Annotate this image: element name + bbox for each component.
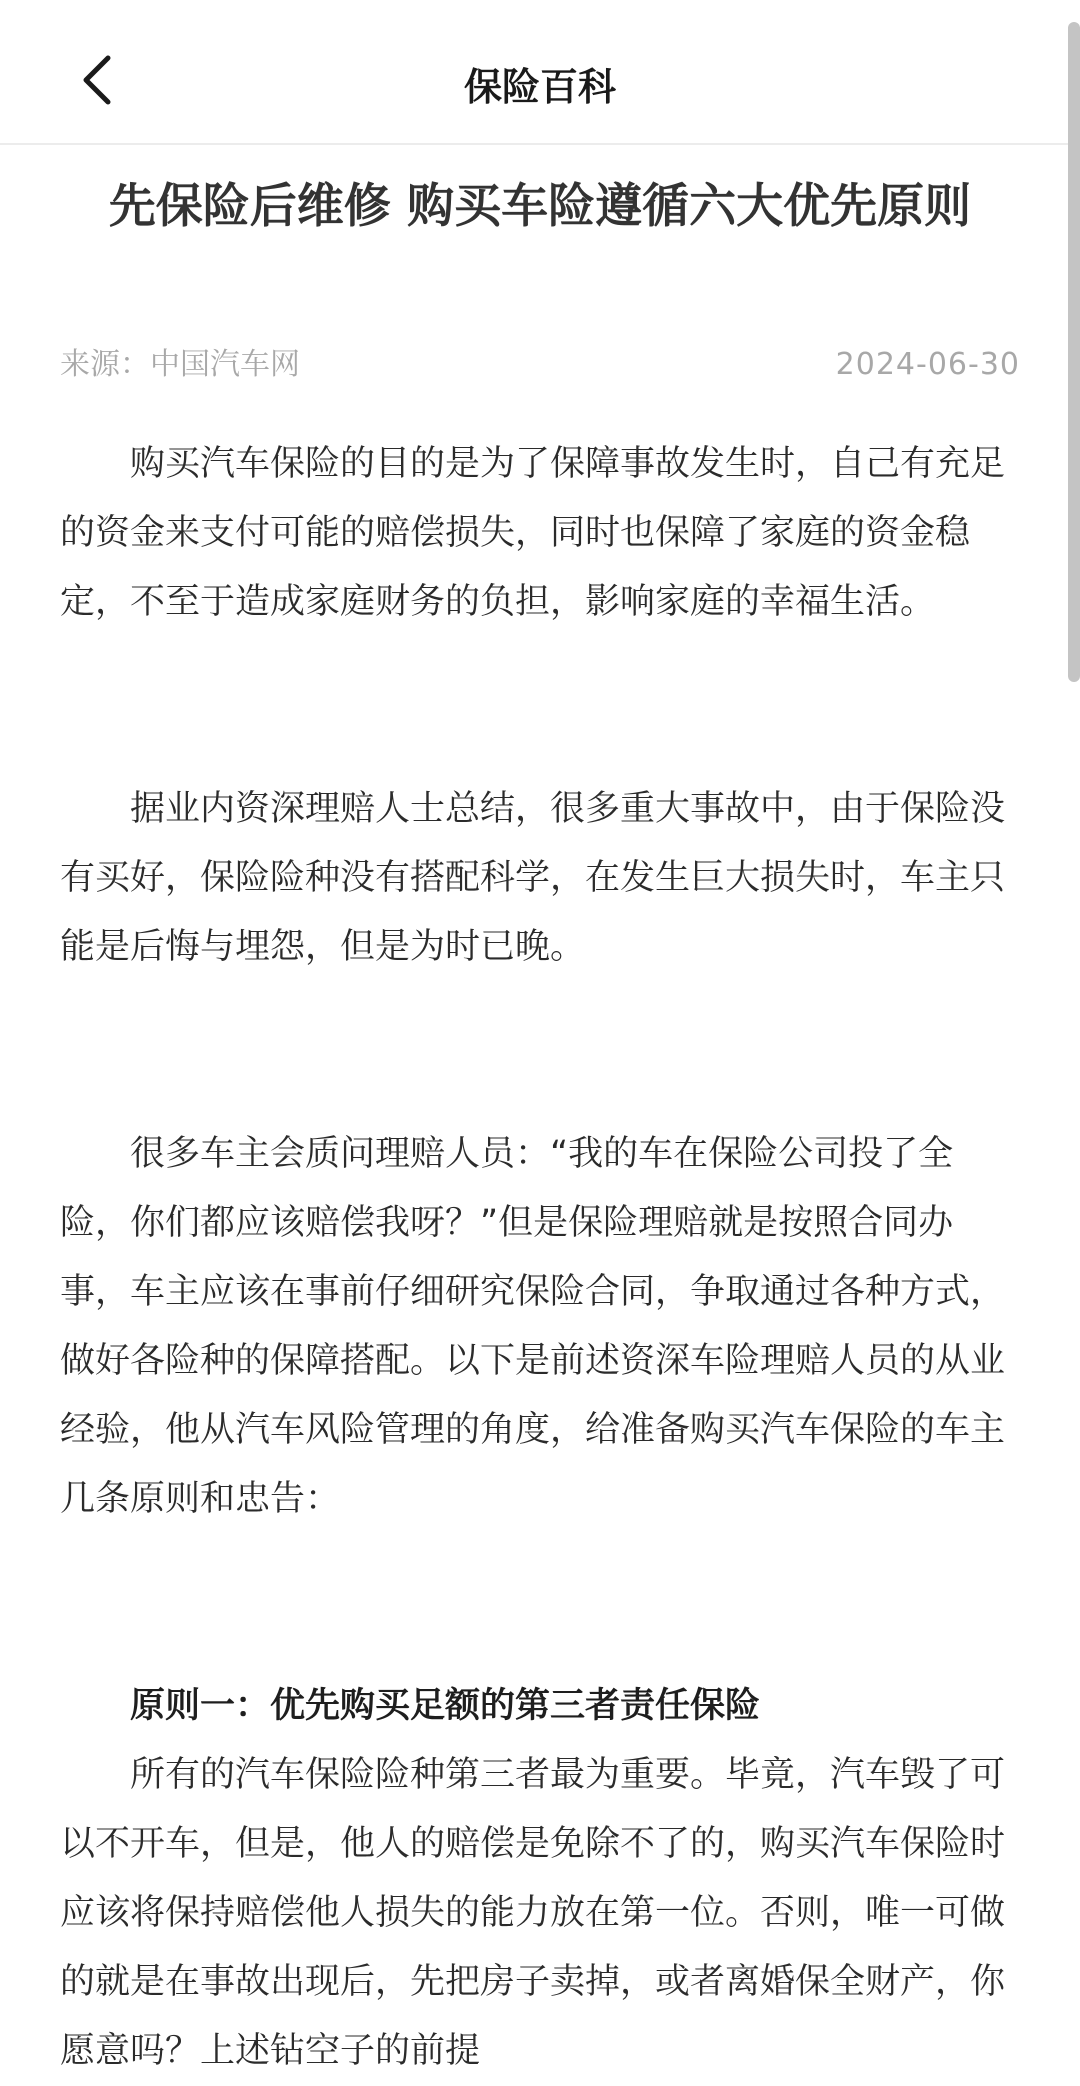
paragraph-spacer xyxy=(60,982,1020,1120)
article-body xyxy=(60,430,1020,2086)
article-date: 2024-06-30 xyxy=(835,347,1020,382)
article-title: 先保险后维修 购买车险遵循六大优先原则 xyxy=(108,179,972,234)
paragraph-spacer xyxy=(60,637,1020,775)
section-heading: 原则一：优先购买足额的第三者责任保险 xyxy=(130,1686,761,1726)
paragraph: 所有的汽车保险险种第三者最为重要。毕竟，汽车毁了可以不开车，但是，他人的赔偿是免除不了的，购买汽车保险时应该将保持赔偿他人损失的能力放在第一位。否则，唯一可做的就是在事故出现后，先把房子卖掉，或者离婚保全财产，你愿意吗？上述钻空子的前提 xyxy=(60,1755,1006,2071)
article-source: 来源：中国汽车网 xyxy=(60,347,300,382)
page-title: 保险百科 xyxy=(463,65,616,109)
paragraph: 购买汽车保险的目的是为了保障事故发生时，自己有充足的资金来支付可能的赔偿损失，同时也保障了家庭的资金稳定，不至于造成家庭财务的负担，影响家庭的幸福生活。 xyxy=(60,444,1006,622)
paragraph: 据业内资深理赔人士总结，很多重大事故中，由于保险没有买好，保险险种没有搭配科学，在发生巨大损失时，车主只能是后悔与埋怨，但是为时已晚。 xyxy=(60,789,1006,967)
paragraph: 很多车主会质问理赔人员：“我的车在保险公司投了全险，你们都应该赔偿我呀？”但是保险理赔就是按照合同办事，车主应该在事前仔细研究保险合同，争取通过各种方式，做好各险种的保障搭配。以下是前述资深车险理赔人员的从业经验，他从汽车风险管理的角度，给准备购买汽车保险的车主几条原则和忠告： xyxy=(60,1134,1006,1519)
top-bar xyxy=(0,0,1080,145)
scrollbar[interactable] xyxy=(1068,22,1080,682)
paragraph-spacer xyxy=(60,1534,1020,1672)
